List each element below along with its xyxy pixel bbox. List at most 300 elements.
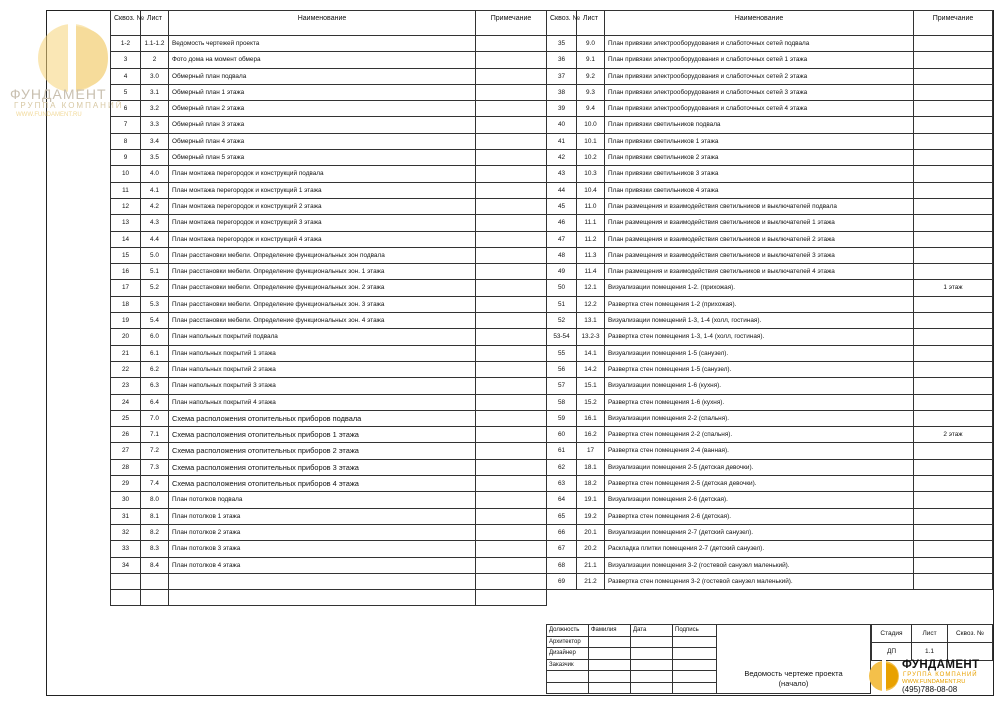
table-row: [547, 133, 993, 149]
row-num: 41: [547, 133, 577, 149]
row-sheet: 14.2: [577, 361, 605, 377]
row-num: 33: [111, 541, 141, 557]
row-sheet: 11.2: [577, 231, 605, 247]
table-row: [111, 68, 547, 84]
table-row: [547, 492, 993, 508]
row-name: Схема расположения отопительных приборов 3 этажа: [169, 459, 476, 475]
row-num: 24: [111, 394, 141, 410]
table-row: [547, 166, 993, 182]
row-name: Развертка стен помещения 1-6 (кухня).: [605, 394, 914, 410]
table-row: [111, 541, 547, 557]
row-sheet: 5.2: [141, 280, 169, 296]
table-row: [547, 508, 993, 524]
row-name: План монтажа перегородок и конструкций 1 этажа: [169, 182, 476, 198]
row-note: [914, 166, 993, 182]
row-num: 57: [547, 378, 577, 394]
row-num: 51: [547, 296, 577, 312]
row-num: 29: [111, 476, 141, 492]
row-note: [476, 133, 547, 149]
row-num: 34: [111, 557, 141, 573]
row-name: [169, 590, 476, 606]
stamp-role-architect: Архитектор: [547, 636, 589, 648]
row-name: Визуализации помещения 2-7 (детский санузел).: [605, 524, 914, 540]
table-row: [547, 410, 993, 426]
table-row: [547, 52, 993, 68]
row-sheet: 7.2: [141, 443, 169, 459]
row-note: [914, 443, 993, 459]
row-note: [476, 198, 547, 214]
row-name: План привязки электрооборудования и слаботочных сетей 3 этажа: [605, 84, 914, 100]
row-num: 19: [111, 313, 141, 329]
table-row: [547, 150, 993, 166]
col-header-note: Примечание: [476, 11, 547, 36]
row-num: 28: [111, 459, 141, 475]
row-num: [111, 590, 141, 606]
row-name: План расстановки мебели. Определение функциональных зон подвала: [169, 247, 476, 263]
row-num: 56: [547, 361, 577, 377]
row-name: План расстановки мебели. Определение функциональных зон. 1 этажа: [169, 264, 476, 280]
row-name: План напольных покрытий 3 этажа: [169, 378, 476, 394]
row-note: [476, 590, 547, 606]
row-note: [476, 329, 547, 345]
row-num: 32: [111, 524, 141, 540]
row-sheet: 19.1: [577, 492, 605, 508]
row-name: Ведомость чертежей проекта: [169, 36, 476, 52]
row-name: Схема расположения отопительных приборов подвала: [169, 410, 476, 426]
row-num: 6: [111, 101, 141, 117]
row-sheet: 4.1: [141, 182, 169, 198]
row-name: Развертка стен помещения 2-2 (спальня).: [605, 427, 914, 443]
row-sheet: 4.3: [141, 215, 169, 231]
row-sheet: 2: [141, 52, 169, 68]
row-name: План привязки электрооборудования и слаботочных сетей 2 этажа: [605, 68, 914, 84]
row-num: 44: [547, 182, 577, 198]
row-sheet: 19.2: [577, 508, 605, 524]
table-row: [111, 557, 547, 573]
row-name: План напольных покрытий подвала: [169, 329, 476, 345]
row-num: 13: [111, 215, 141, 231]
row-name: Визуализации помещения 1-5 (санузел).: [605, 345, 914, 361]
row-sheet: 14.1: [577, 345, 605, 361]
row-note: [476, 313, 547, 329]
row-num: 5: [111, 84, 141, 100]
row-note: [914, 52, 993, 68]
stamp-h-name: Фамилия: [589, 625, 631, 637]
row-note: [476, 101, 547, 117]
table-row: [547, 68, 993, 84]
row-sheet: 13.2-3: [577, 329, 605, 345]
row-note: [914, 247, 993, 263]
row-note: [914, 101, 993, 117]
row-name: План привязки светильников 1 этажа: [605, 133, 914, 149]
row-num: 35: [547, 36, 577, 52]
row-note: [914, 524, 993, 540]
row-num: 11: [111, 182, 141, 198]
row-sheet: 9.4: [577, 101, 605, 117]
row-name: План потолков подвала: [169, 492, 476, 508]
row-num: 68: [547, 557, 577, 573]
row-name: Развертка стен помещения 2-4 (ванная).: [605, 443, 914, 459]
row-note: [914, 68, 993, 84]
row-sheet: 10.1: [577, 133, 605, 149]
brand-name: ФУНДАМЕНТ: [902, 659, 980, 671]
stamp-h-position: Должность: [547, 625, 589, 637]
col-header-sheet: Лист: [141, 11, 169, 36]
row-name: План привязки светильников 4 этажа: [605, 182, 914, 198]
row-note: [476, 345, 547, 361]
row-note: [476, 573, 547, 589]
table-row: [111, 476, 547, 492]
row-note: [476, 84, 547, 100]
row-num: 37: [547, 68, 577, 84]
row-name: Схема расположения отопительных приборов 1 этажа: [169, 427, 476, 443]
row-num: 18: [111, 296, 141, 312]
row-note: [476, 394, 547, 410]
row-name: План размещения и взаимодействия светильников и выключателей подвала: [605, 198, 914, 214]
row-note: [914, 459, 993, 475]
row-name: Обмерный план 4 этажа: [169, 133, 476, 149]
row-sheet: 5.3: [141, 296, 169, 312]
stamp-sheet-value: 1.1: [912, 643, 948, 661]
drawings-register-right: [546, 10, 993, 590]
row-num: 16: [111, 264, 141, 280]
table-row: [547, 231, 993, 247]
row-num: 14: [111, 231, 141, 247]
col-header-num: Сквоз. №: [111, 11, 141, 36]
row-note: [476, 166, 547, 182]
row-num: 38: [547, 84, 577, 100]
row-num: 43: [547, 166, 577, 182]
row-sheet: [141, 590, 169, 606]
brand-phone: (495)788-08-08: [902, 685, 958, 694]
row-note: [476, 68, 547, 84]
row-note: 1 этаж: [914, 280, 993, 296]
row-name: Обмерный план подвала: [169, 68, 476, 84]
row-sheet: 8.0: [141, 492, 169, 508]
table-row: [547, 427, 993, 443]
row-sheet: 11.1: [577, 215, 605, 231]
row-name: Фото дома на момент обмера: [169, 52, 476, 68]
brand-sub: ГРУППА КОМПАНИЙ: [903, 672, 978, 678]
table-row: [547, 443, 993, 459]
row-note: [476, 296, 547, 312]
row-name: План привязки светильников 2 этажа: [605, 150, 914, 166]
row-note: [476, 378, 547, 394]
stamp-h-stage: Стадия: [872, 625, 912, 643]
table-row: [111, 264, 547, 280]
row-sheet: 5.4: [141, 313, 169, 329]
row-note: [914, 150, 993, 166]
row-sheet: 9.3: [577, 84, 605, 100]
row-num: 60: [547, 427, 577, 443]
row-sheet: 3.2: [141, 101, 169, 117]
row-name: Развертка стен помещения 3-2 (гостевой санузел маленький).: [605, 573, 914, 589]
row-note: [914, 492, 993, 508]
stamp-role-client: Заказчик: [547, 659, 589, 671]
row-sheet: 6.4: [141, 394, 169, 410]
row-name: План напольных покрытий 1 этажа: [169, 345, 476, 361]
row-sheet: 8.3: [141, 541, 169, 557]
row-num: 48: [547, 247, 577, 263]
row-note: [914, 198, 993, 214]
stamp-h-total: Сквоз. №: [948, 625, 993, 643]
table-header-row: [111, 11, 547, 36]
row-name: Обмерный план 3 этажа: [169, 117, 476, 133]
row-note: [476, 508, 547, 524]
table-row: [111, 215, 547, 231]
row-note: [476, 524, 547, 540]
watermark-brand-name: ФУНДАМЕНТ: [10, 86, 107, 102]
row-sheet: 21.2: [577, 573, 605, 589]
table-row: [111, 36, 547, 52]
row-num: 65: [547, 508, 577, 524]
row-num: 53-54: [547, 329, 577, 345]
table-row: [547, 264, 993, 280]
table-row: [547, 84, 993, 100]
row-name: План размещения и взаимодействия светильников и выключателей 4 этажа: [605, 264, 914, 280]
row-name: План потолков 4 этажа: [169, 557, 476, 573]
row-num: 59: [547, 410, 577, 426]
row-sheet: 9.1: [577, 52, 605, 68]
row-note: [914, 508, 993, 524]
row-note: [476, 410, 547, 426]
row-name: Обмерный план 2 этажа: [169, 101, 476, 117]
row-note: [476, 231, 547, 247]
stamp-stage-value: ДП: [872, 643, 912, 661]
row-name: Схема расположения отопительных приборов 4 этажа: [169, 476, 476, 492]
table-row: [547, 329, 993, 345]
row-num: 20: [111, 329, 141, 345]
table-row: [547, 198, 993, 214]
drawings-register-left: [110, 10, 547, 606]
table-row: [111, 231, 547, 247]
row-name: Визуализации помещений 1-3, 1-4 (холл, гостиная).: [605, 313, 914, 329]
row-sheet: 4.2: [141, 198, 169, 214]
row-sheet: 11.3: [577, 247, 605, 263]
row-note: [476, 182, 547, 198]
row-sheet: 12.2: [577, 296, 605, 312]
row-name: План расстановки мебели. Определение функциональных зон. 2 этажа: [169, 280, 476, 296]
row-note: [914, 476, 993, 492]
row-num: 26: [111, 427, 141, 443]
row-note: [476, 215, 547, 231]
stamp-h-date: Дата: [631, 625, 673, 637]
row-sheet: 3.5: [141, 150, 169, 166]
table-row: [111, 361, 547, 377]
row-name: [169, 573, 476, 589]
stamp-role-designer: Дизайнер: [547, 648, 589, 660]
row-sheet: 7.4: [141, 476, 169, 492]
table-row: [111, 133, 547, 149]
row-num: 36: [547, 52, 577, 68]
row-note: [476, 247, 547, 263]
row-sheet: 3.3: [141, 117, 169, 133]
table-row: [111, 150, 547, 166]
row-name: План привязки электрооборудования и слаботочных сетей подвала: [605, 36, 914, 52]
row-note: [914, 117, 993, 133]
row-name: Развертка стен помещения 1-2 (прихожая).: [605, 296, 914, 312]
row-name: Визуализации помещения 2-5 (детская девочки).: [605, 459, 914, 475]
row-sheet: 5.1: [141, 264, 169, 280]
table-row: [111, 247, 547, 263]
row-note: [914, 231, 993, 247]
row-note: [914, 410, 993, 426]
col-header-name: Наименование: [605, 11, 914, 36]
row-name: Визуализации помещения 3-2 (гостевой санузел маленький).: [605, 557, 914, 573]
row-name: План расстановки мебели. Определение функциональных зон. 3 этажа: [169, 296, 476, 312]
row-sheet: 1.1-1.2: [141, 36, 169, 52]
row-sheet: 10.0: [577, 117, 605, 133]
row-name: Обмерный план 5 этажа: [169, 150, 476, 166]
row-name: План напольных покрытий 2 этажа: [169, 361, 476, 377]
row-num: 23: [111, 378, 141, 394]
row-note: [476, 361, 547, 377]
row-note: [914, 215, 993, 231]
row-sheet: 7.1: [141, 427, 169, 443]
table-row: [547, 345, 993, 361]
row-sheet: 3.1: [141, 84, 169, 100]
row-sheet: 3.4: [141, 133, 169, 149]
row-num: 50: [547, 280, 577, 296]
row-name: План монтажа перегородок и конструкций 3 этажа: [169, 215, 476, 231]
row-sheet: 6.3: [141, 378, 169, 394]
row-note: [914, 329, 993, 345]
row-name: План размещения и взаимодействия светильников и выключателей 2 этажа: [605, 231, 914, 247]
row-note: [476, 427, 547, 443]
title-block: [546, 624, 992, 694]
row-num: 58: [547, 394, 577, 410]
row-sheet: 17: [577, 443, 605, 459]
row-name: Развертка стен помещения 1-3, 1-4 (холл, гостиная).: [605, 329, 914, 345]
row-sheet: 18.1: [577, 459, 605, 475]
row-sheet: 3.0: [141, 68, 169, 84]
row-num: 64: [547, 492, 577, 508]
row-note: [476, 476, 547, 492]
table-row: [547, 573, 993, 589]
row-sheet: 16.1: [577, 410, 605, 426]
row-name: План потолков 2 этажа: [169, 524, 476, 540]
row-sheet: 6.0: [141, 329, 169, 345]
table-row: [547, 378, 993, 394]
row-num: 63: [547, 476, 577, 492]
stage-table: [871, 624, 993, 661]
row-name: План размещения и взаимодействия светильников и выключателей 1 этажа: [605, 215, 914, 231]
row-note: [476, 36, 547, 52]
row-num: 12: [111, 198, 141, 214]
row-name: Схема расположения отопительных приборов 2 этажа: [169, 443, 476, 459]
row-note: [476, 280, 547, 296]
row-note: [914, 557, 993, 573]
row-name: План привязки электрооборудования и слаботочных сетей 4 этажа: [605, 101, 914, 117]
row-name: План монтажа перегородок и конструкций подвала: [169, 166, 476, 182]
table-row: [111, 378, 547, 394]
row-name: План привязки светильников 3 этажа: [605, 166, 914, 182]
table-row: [111, 182, 547, 198]
row-note: [476, 52, 547, 68]
table-row: [547, 459, 993, 475]
row-num: 31: [111, 508, 141, 524]
row-num: 62: [547, 459, 577, 475]
row-sheet: 7.0: [141, 410, 169, 426]
row-name: План потолков 3 этажа: [169, 541, 476, 557]
table-row: [547, 541, 993, 557]
drawing-title: Ведомость чертеже проекта: [744, 669, 843, 678]
table-row: [547, 296, 993, 312]
row-sheet: 7.3: [141, 459, 169, 475]
row-num: 7: [111, 117, 141, 133]
row-sheet: 20.1: [577, 524, 605, 540]
row-name: Визуализации помещения 1-6 (кухня).: [605, 378, 914, 394]
table-row: [111, 329, 547, 345]
table-row: [111, 410, 547, 426]
row-num: 46: [547, 215, 577, 231]
row-num: 15: [111, 247, 141, 263]
table-row: [547, 557, 993, 573]
table-row: [111, 117, 547, 133]
row-num: 30: [111, 492, 141, 508]
row-name: План монтажа перегородок и конструкций 4 этажа: [169, 231, 476, 247]
row-num: 3: [111, 52, 141, 68]
row-note: [914, 133, 993, 149]
table-row: [111, 394, 547, 410]
table-row: [111, 443, 547, 459]
table-row: [111, 573, 547, 589]
table-row: [111, 427, 547, 443]
table-row: [111, 524, 547, 540]
row-name: Развертка стен помещения 1-5 (санузел).: [605, 361, 914, 377]
table-row: [547, 524, 993, 540]
table-row: [111, 296, 547, 312]
row-note: [914, 36, 993, 52]
row-name: Развертка стен помещения 2-5 (детская девочки).: [605, 476, 914, 492]
row-note: [914, 84, 993, 100]
row-name: План привязки светильников подвала: [605, 117, 914, 133]
row-note: [914, 345, 993, 361]
row-name: План потолков 1 этажа: [169, 508, 476, 524]
table-header-row: [547, 11, 993, 36]
row-sheet: 16.2: [577, 427, 605, 443]
row-sheet: 11.0: [577, 198, 605, 214]
table-row: [547, 361, 993, 377]
row-note: [476, 264, 547, 280]
table-row: [547, 313, 993, 329]
row-name: Визуализации помещения 1-2. (прихожая).: [605, 280, 914, 296]
row-name: Визуализации помещения 2-6 (детская).: [605, 492, 914, 508]
row-sheet: 11.4: [577, 264, 605, 280]
row-note: [476, 117, 547, 133]
row-name: Развертка стен помещения 2-6 (детская).: [605, 508, 914, 524]
row-num: 61: [547, 443, 577, 459]
row-num: 22: [111, 361, 141, 377]
row-sheet: 15.1: [577, 378, 605, 394]
row-num: [111, 573, 141, 589]
row-note: [914, 378, 993, 394]
watermark-brand-sub: ГРУППА КОМПАНИЙ: [14, 101, 124, 110]
table-row: [111, 590, 547, 606]
row-sheet: [141, 573, 169, 589]
row-sheet: 4.4: [141, 231, 169, 247]
row-num: 47: [547, 231, 577, 247]
row-name: Визуализации помещения 2-2 (спальня).: [605, 410, 914, 426]
row-sheet: 6.2: [141, 361, 169, 377]
row-note: [914, 313, 993, 329]
row-sheet: 5.0: [141, 247, 169, 263]
row-name: План напольных покрытий 4 этажа: [169, 394, 476, 410]
row-note: [914, 361, 993, 377]
table-row: [547, 394, 993, 410]
signatures-table: [546, 624, 717, 694]
table-row: [547, 101, 993, 117]
